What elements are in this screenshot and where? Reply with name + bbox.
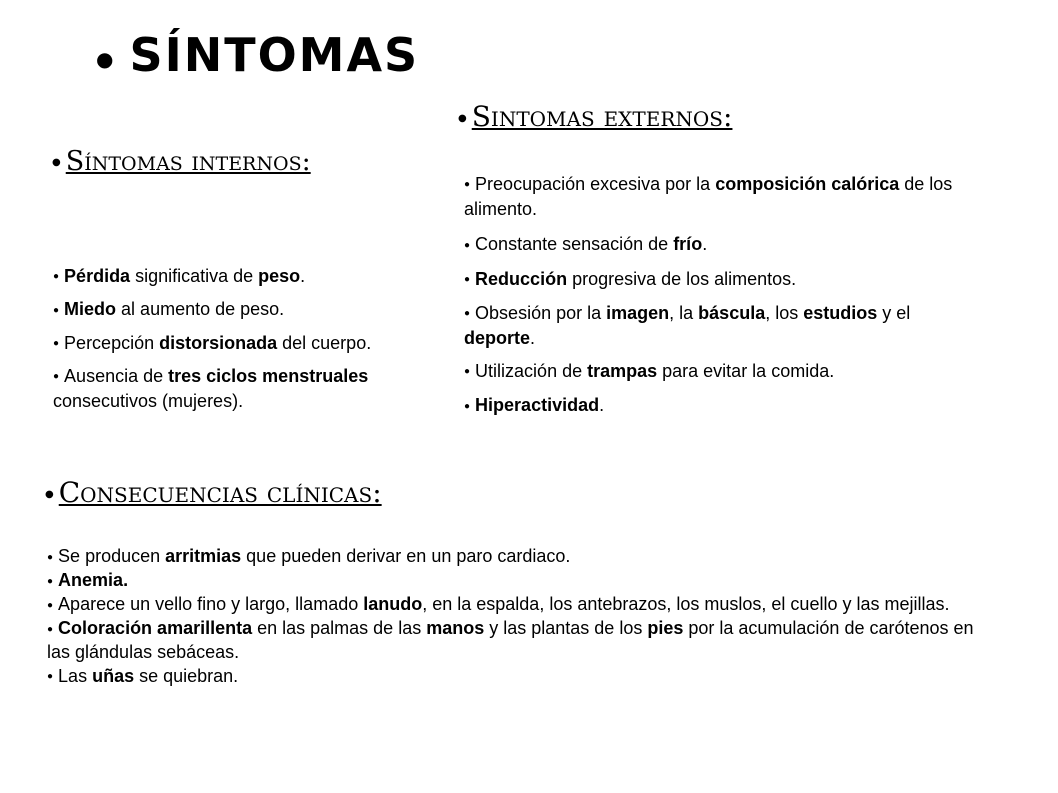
text-run: se quiebran. bbox=[134, 665, 239, 686]
bullet-icon: ● bbox=[53, 304, 60, 316]
text-run: de los alimento. bbox=[464, 174, 953, 220]
emphasis-text: lanudo bbox=[363, 594, 423, 614]
text-run: Ausencia de bbox=[64, 365, 169, 386]
internal-symptoms-heading: ● Síntomas internos: bbox=[52, 146, 311, 177]
bullet-icon: ● bbox=[45, 489, 54, 500]
list-item bbox=[464, 359, 964, 384]
list-item bbox=[47, 569, 977, 593]
bullet-icon: ● bbox=[53, 371, 60, 382]
bullet-icon: ● bbox=[53, 337, 60, 349]
internal-symptoms-list bbox=[53, 264, 398, 421]
emphasis-text: distorsionada bbox=[159, 332, 278, 353]
emphasis-text: Reducción bbox=[475, 268, 568, 289]
list-item bbox=[464, 232, 964, 257]
list-item bbox=[53, 331, 398, 356]
text-run: del cuerpo. bbox=[277, 332, 372, 353]
emphasis-text: frío bbox=[673, 234, 703, 255]
emphasis-text: composición calórica bbox=[715, 174, 900, 194]
emphasis-text: Coloración amarillenta bbox=[58, 618, 253, 638]
bullet-icon: ● bbox=[52, 157, 61, 168]
clinical-consequences-list bbox=[47, 545, 977, 689]
list-item bbox=[47, 545, 977, 569]
page-title: ● SÍNTOMAS bbox=[96, 28, 420, 82]
text-run: consecutivos (mujeres). bbox=[53, 391, 244, 411]
emphasis-text: manos bbox=[426, 618, 485, 638]
text-run: Constante sensación de bbox=[475, 234, 674, 255]
text-run: en las palmas de las bbox=[252, 618, 427, 638]
text-run: , la bbox=[669, 302, 699, 323]
bullet-icon: ● bbox=[96, 46, 116, 71]
emphasis-text: Miedo bbox=[64, 299, 117, 320]
text-run: . bbox=[300, 266, 306, 286]
list-item bbox=[53, 264, 398, 289]
emphasis-text: imagen bbox=[606, 302, 670, 323]
emphasis-text: Pérdida bbox=[64, 266, 131, 286]
text-run: Percepción bbox=[64, 332, 160, 353]
bullet-icon: ● bbox=[464, 308, 471, 319]
bullet-icon: ● bbox=[464, 179, 471, 191]
bullet-icon: ● bbox=[464, 239, 471, 251]
bullet-icon: ● bbox=[464, 366, 471, 378]
list-item bbox=[464, 172, 964, 221]
emphasis-text: uñas bbox=[92, 665, 135, 686]
text-run: , los bbox=[765, 302, 804, 323]
bullet-icon: ● bbox=[47, 671, 54, 682]
list-item bbox=[47, 617, 977, 665]
external-symptoms-heading: ● Sintomas externos: bbox=[458, 100, 733, 133]
text-run: y el bbox=[877, 302, 911, 323]
text-run: por la acumulación de carótenos en las glándulas sebáceas. bbox=[47, 618, 974, 662]
text-run: . bbox=[599, 395, 605, 416]
bullet-icon: ● bbox=[47, 623, 54, 635]
list-item bbox=[464, 267, 964, 292]
list-item bbox=[464, 301, 964, 350]
bullet-icon: ● bbox=[47, 599, 54, 611]
clinical-consequences-heading: ● Consecuencias clínicas: bbox=[45, 476, 382, 509]
bullet-icon: ● bbox=[53, 271, 60, 283]
bullet-icon: ● bbox=[464, 400, 471, 412]
emphasis-text: arritmias bbox=[165, 546, 242, 566]
emphasis-text: Anemia. bbox=[58, 570, 129, 590]
list-item bbox=[464, 393, 964, 418]
list-item bbox=[53, 297, 398, 322]
bullet-icon: ● bbox=[458, 113, 467, 124]
text-run: Aparece un vello fino y largo, llamado bbox=[58, 594, 364, 614]
text-run: Obsesión por la bbox=[475, 302, 607, 323]
text-run: Preocupación excesiva por la bbox=[475, 174, 716, 194]
text-run: , en la espalda, los antebrazos, los muslos, el cuello y las mejillas. bbox=[422, 594, 950, 614]
bullet-icon: ● bbox=[47, 575, 54, 587]
text-run: progresiva de los alimentos. bbox=[567, 268, 797, 289]
emphasis-text: Hiperactividad bbox=[475, 395, 600, 416]
emphasis-text: estudios bbox=[803, 302, 878, 323]
list-item bbox=[47, 593, 977, 617]
list-item bbox=[53, 364, 398, 413]
text-run: significativa de bbox=[130, 266, 259, 286]
text-run: y las plantas de los bbox=[484, 618, 648, 638]
emphasis-text: pies bbox=[647, 618, 684, 638]
text-run: Utilización de bbox=[475, 361, 588, 381]
text-run: que pueden derivar en un paro cardiaco. bbox=[241, 546, 571, 566]
emphasis-text: tres ciclos menstruales bbox=[168, 365, 369, 386]
text-run: para evitar la comida. bbox=[657, 361, 835, 381]
emphasis-text: trampas bbox=[587, 361, 658, 381]
text-run: Las bbox=[58, 665, 93, 686]
bullet-icon: ● bbox=[464, 273, 471, 285]
text-run: . bbox=[530, 328, 536, 348]
emphasis-text: deporte bbox=[464, 328, 531, 348]
text-run: . bbox=[702, 234, 708, 255]
bullet-icon: ● bbox=[47, 551, 54, 563]
external-symptoms-list bbox=[464, 172, 964, 428]
list-item bbox=[47, 665, 977, 689]
emphasis-text: peso bbox=[258, 266, 301, 286]
emphasis-text: báscula bbox=[698, 302, 766, 323]
text-run: al aumento de peso. bbox=[116, 299, 285, 320]
text-run: Se producen bbox=[58, 546, 166, 566]
